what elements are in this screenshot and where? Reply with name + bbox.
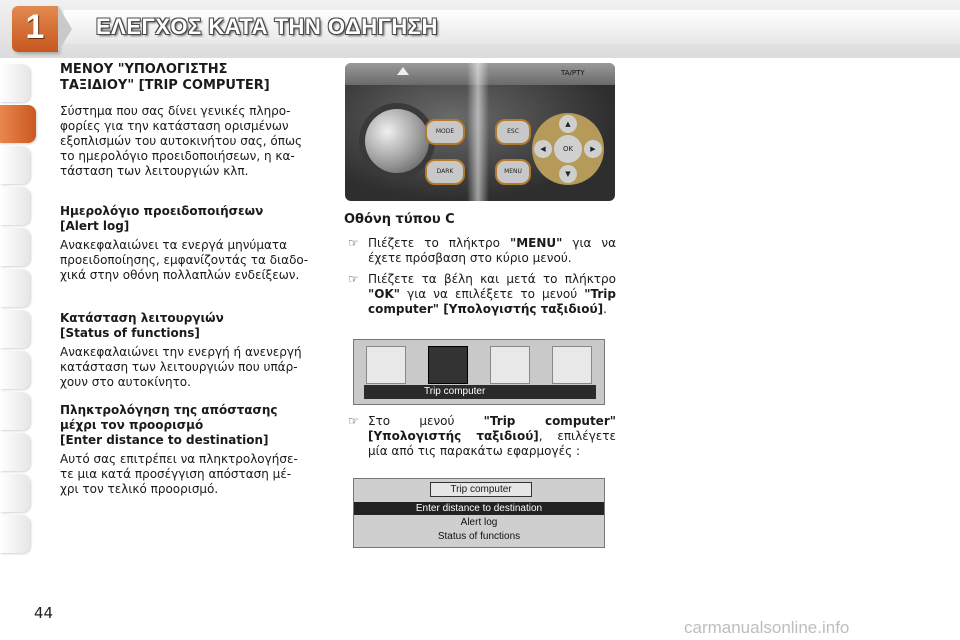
- page-header: [0, 0, 960, 58]
- trip-computer-instruction: [344, 414, 616, 459]
- arrow-right-icon: ▶: [584, 140, 602, 158]
- instruction-ok: ☞ Πιέζετε τα βέλη και μετά το πλήκτρο "OK" για να επιλέξετε το μενού "Trip computer" [Υπολογιστής ταξιδιού].: [348, 272, 616, 316]
- side-tab: [0, 310, 30, 348]
- chapter-title: ΕΛΕΓΧΟΣ ΚΑΤΑ ΤΗΝ ΟΔΗΓΗΣΗ: [96, 14, 438, 39]
- instruction-select-app: ☞ Στο μενού "Trip computer" [Υπολογιστής ταξιδιού], επιλέγετε μία από τις παρακάτω εφαρμογές :: [348, 414, 616, 458]
- mode-button: MODE: [425, 119, 465, 145]
- section-heading: ΜΕΝΟΥ "ΥΠΟΛΟΓΙΣΤΗΣ ΤΑΞΙΔΙΟΥ" [TRIP COMPUTER]: [60, 62, 270, 93]
- pointing-hand-icon: ☞: [348, 414, 359, 428]
- panel-glare: [467, 63, 489, 201]
- settings-menu-icon: [490, 346, 530, 384]
- enter-distance-title: Πληκτρολόγηση της απόστασης μέχρι τον προορισμό [Enter distance to destination]: [60, 403, 278, 447]
- side-tab-strip: [0, 64, 40, 556]
- dark-button: DARK: [425, 159, 465, 185]
- alert-log-title: Ημερολόγιο προειδοποιήσεων [Alert log]: [60, 204, 264, 233]
- side-tab: [0, 64, 30, 102]
- pointing-hand-icon: ☞: [348, 236, 359, 250]
- side-tab: [0, 515, 30, 553]
- arrow-left-icon: ◀: [534, 140, 552, 158]
- status-functions-section: [60, 311, 328, 390]
- menu-option-enter-distance: Enter distance to destination: [354, 502, 604, 515]
- screen-c-heading: Οθόνη τύπου C: [344, 212, 455, 227]
- alert-log-section: [60, 204, 328, 283]
- side-tab-active: [0, 105, 36, 143]
- intro-paragraph: Σύστημα που σας δίνει γενικές πληρο- φορίες για την κατάσταση ορισμένων εξοπλισμών του αυτοκινήτου σας, όπως το ημερολόγιο προειδοποιήσεων, η κα- τάσταση των λειτουργιών κλπ.: [60, 104, 303, 178]
- arrow-down-icon: ▼: [559, 165, 577, 183]
- alert-log-body: Ανακεφαλαιώνει τα ενεργά μηνύματα προειδοποίησης, εμφανίζοντάς τα διαδο- χικά στην οθόνη πολλαπλών ενδείξεων.: [60, 238, 309, 282]
- menu-button: MENU: [495, 159, 531, 185]
- side-tab: [0, 187, 30, 225]
- side-tab: [0, 392, 30, 430]
- selected-menu-label: Trip computer: [364, 385, 596, 399]
- side-tab: [0, 146, 30, 184]
- eject-icon: [397, 67, 409, 75]
- control-panel-photo: [345, 63, 615, 201]
- phone-menu-icon: [552, 346, 592, 384]
- side-tab: [0, 433, 30, 471]
- instruction-menu: ☞ Πιέζετε το πλήκτρο "MENU" για να έχετε πρόσβαση στο κύριο μενού.: [348, 236, 616, 265]
- pointing-hand-icon: ☞: [348, 272, 359, 286]
- side-tab: [0, 351, 30, 389]
- trip-computer-screen: [353, 478, 605, 548]
- chapter-number: 1: [25, 8, 45, 46]
- main-menu-screen: [353, 339, 605, 405]
- arrow-up-icon: ▲: [559, 115, 577, 133]
- enter-distance-section: [60, 403, 328, 497]
- screen-c-instructions: [344, 212, 616, 317]
- chapter-arrow-icon: [58, 6, 72, 52]
- watermark: carmanualsonline.info: [684, 618, 850, 637]
- esc-button: ESC: [495, 119, 531, 145]
- ok-button: OK: [554, 135, 582, 163]
- ta-pty-label: TA/PTY: [561, 69, 585, 77]
- side-tab: [0, 474, 30, 512]
- menu-option-alert-log: Alert log: [460, 517, 498, 528]
- menu-option-status-functions: Status of functions: [437, 531, 521, 542]
- side-tab: [0, 228, 30, 266]
- intro-section: [60, 62, 328, 179]
- trip-computer-menu-icon: [428, 346, 468, 384]
- status-functions-body: Ανακεφαλαιώνει την ενεργή ή ανενεργή κατάσταση των λειτουργιών που υπάρ- χουν στο αυτοκίνητο.: [60, 345, 302, 389]
- status-functions-title: Κατάσταση λειτουργιών [Status of functions]: [60, 311, 224, 340]
- audio-menu-icon: [366, 346, 406, 384]
- page-number: 44: [34, 604, 54, 622]
- enter-distance-body: Αυτό σας επιτρέπει να πληκτρολογήσε- τε μια κατά προσέγγιση απόσταση μέ- χρι τον τελικό προορισμό.: [60, 452, 298, 496]
- chapter-badge: [12, 6, 58, 52]
- volume-knob: [365, 109, 429, 173]
- side-tab: [0, 269, 30, 307]
- navigation-pad: [532, 113, 604, 185]
- trip-computer-title: Trip computer: [430, 482, 532, 497]
